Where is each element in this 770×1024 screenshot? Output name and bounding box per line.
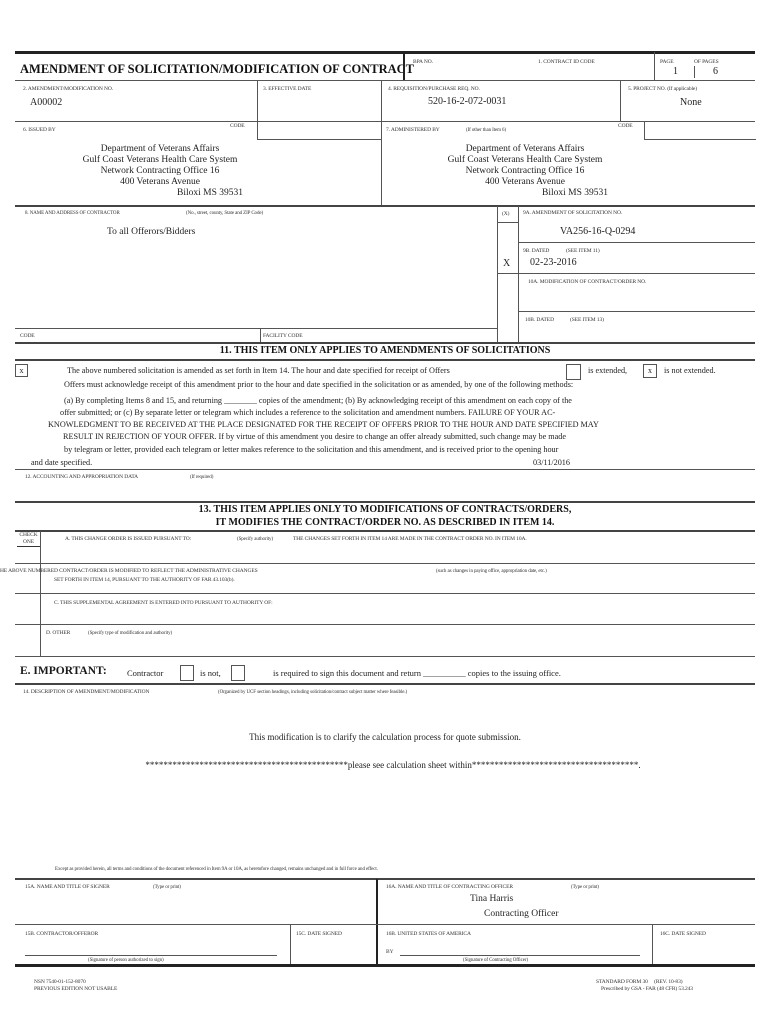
- item15b-sig-note: (Signature of person authorized to sign): [88, 958, 164, 963]
- item9b-label: 9B. DATED: [523, 248, 550, 254]
- contractor-name-value: To all Offerors/Bidders: [107, 227, 196, 237]
- item7-code-label: CODE: [618, 123, 633, 129]
- requisition-no-value: 520-16-2-072-0031: [428, 96, 507, 107]
- item13a-label: A. THIS CHANGE ORDER IS ISSUED PURSUANT TO:: [65, 536, 192, 542]
- contract-id-label: 1. CONTRACT ID CODE: [538, 59, 595, 65]
- top-border: [15, 51, 755, 54]
- of-pages-value: 6: [713, 66, 718, 77]
- administered-by-address: Department of Veterans Affairs Gulf Coast Veterans Health Care System Network Contracting Office 16 400 Veterans Avenue Biloxi MS 39531: [447, 144, 608, 198]
- item16b-sig-note: (Signature of Contracting Officer): [463, 958, 528, 963]
- issued-by-address: Department of Veterans Affairs Gulf Coast Veterans Health Care System Network Contracting Office 16 400 Veterans Avenue Biloxi MS 39531: [82, 144, 243, 198]
- project-no-value: None: [680, 97, 702, 108]
- divider: [620, 81, 621, 121]
- standard-form-text: STANDARD FORM 30 (REV. 10-83): [596, 979, 683, 985]
- previous-edition-text: PREVIOUS EDITION NOT USABLE: [34, 986, 118, 992]
- divider: [15, 878, 755, 880]
- item13c-label: C. THIS SUPPLEMENTAL AGREEMENT IS ENTERED INTO PURSUANT TO AUTHORITY OF:: [54, 600, 273, 606]
- item6-code-label: CODE: [230, 123, 245, 129]
- facility-code-label: FACILITY CODE: [263, 333, 303, 339]
- is-required-checkbox[interactable]: [231, 665, 245, 681]
- solicitation-no-value: VA256-16-Q-0294: [560, 226, 636, 237]
- divider: [497, 273, 518, 274]
- divider: [257, 81, 258, 121]
- item9a-label: 9A. AMENDMENT OF SOLICITATION NO.: [523, 210, 623, 216]
- footer-note: Except as provided herein, all terms and conditions of the document referenced in Item 9A or 10A, as heretofore changed, remains unchanged and in full force and effect.: [55, 867, 378, 872]
- item11-line3: (a) By completing Items 8 and 15, and returning ________ copies of the amendment; (b) By acknowledging receipt of this amendment on each copy of the: [64, 396, 572, 405]
- item13-heading-2: IT MODIFIES THE CONTRACT/ORDER NO. AS DESCRIBED IN ITEM 14.: [215, 517, 555, 528]
- contracting-officer-title: Contracting Officer: [484, 909, 559, 919]
- amendment-no-value: A00002: [30, 97, 63, 108]
- item16b-label: 16B. UNITED STATES OF AMERICA: [386, 931, 471, 937]
- item4-label: 4. REQUISITION/PURCHASE REQ. NO.: [388, 86, 480, 92]
- item11-line7: by telegram or letter, provided each telegram or letter makes reference to the solicitation and this amendment, and is received prior to the opening hour: [64, 445, 559, 454]
- item6-label: 6. ISSUED BY: [23, 127, 56, 133]
- page-value: 1: [673, 66, 678, 77]
- item12-note: (If required): [190, 474, 214, 480]
- item13b-line2: SET FORTH IN ITEM 14, PURSUANT TO THE AUTHORITY OF FAR 43.103(b).: [54, 577, 235, 583]
- item16a-label: 16A. NAME AND TITLE OF CONTRACTING OFFICER: [386, 884, 513, 890]
- item5-label: 5. PROJECT NO. (If applicable): [628, 86, 697, 92]
- item7-code-field[interactable]: [644, 121, 756, 140]
- item13a-rest: THE CHANGES SET FORTH IN ITEM 14 ARE MADE IN THE CONTRACT ORDER NO. IN ITEM 10A.: [293, 536, 527, 542]
- page-label: PAGE: [660, 59, 674, 65]
- divider: [15, 563, 755, 564]
- divider: [518, 273, 755, 274]
- is-extended-checkbox[interactable]: [566, 364, 581, 380]
- divider: [376, 879, 378, 964]
- divider: [518, 311, 755, 312]
- divider: [15, 359, 755, 361]
- divider: [260, 328, 261, 342]
- item6-code-field[interactable]: [257, 121, 382, 140]
- nsn-text: NSN 7540-01-152-8070: [34, 979, 86, 985]
- is-not-extended-checkbox[interactable]: x: [643, 364, 657, 378]
- item11-line5: KNOWLEDGMENT TO BE RECEIVED AT THE PLACE DESIGNATED FOR THE RECEIPT OF OFFERS PRIOR TO THE HOUR AND DATE SPECIFIED MAY: [48, 420, 599, 429]
- divider: [381, 121, 382, 205]
- item15a-note: (Type or print): [153, 884, 181, 890]
- item12-label: 12. ACCOUNTING AND APPROPRIATION DATA: [25, 474, 139, 480]
- item15b-label: 15B. CONTRACTOR/OFFEROR: [25, 931, 99, 937]
- divider: [518, 206, 519, 343]
- item13d-label: D. OTHER: [46, 630, 71, 636]
- divider: [15, 624, 755, 625]
- divider: [654, 52, 655, 80]
- divider: [403, 52, 405, 80]
- item8-note: (No., street, county, State and ZIP Code): [186, 211, 264, 216]
- divider: [15, 328, 497, 329]
- divider: [15, 80, 755, 81]
- item13b-line1: HE ABOVE NUMBERED CONTRACT/ORDER IS MODIFIED TO REFLECT THE ADMINISTRATIVE CHANGES: [0, 568, 258, 574]
- divider: [694, 66, 695, 78]
- item9b-note: (SEE ITEM 11): [566, 248, 600, 254]
- is-extended-label: is extended,: [588, 366, 628, 375]
- item13-heading-1: 13. THIS ITEM APPLIES ONLY TO MODIFICATIONS OF CONTRACTS/ORDERS,: [198, 504, 572, 515]
- description-line-2: *********************************************please see calculation sheet within*************************************.: [145, 760, 641, 770]
- item7-label: 7. ADMINISTERED BY: [386, 127, 440, 133]
- x-column-label: (X): [502, 211, 510, 217]
- contracting-officer-name: Tina Harris: [470, 894, 514, 904]
- divider: [15, 205, 755, 207]
- item13b-note: (such as changes in paying office, appropriation date, etc.): [436, 568, 547, 574]
- item13a-note: (Specify authority): [237, 536, 274, 542]
- bpa-label: BPA NO.: [413, 59, 433, 65]
- important-contractor: Contractor: [127, 668, 164, 678]
- item15c-label: 15C. DATE SIGNED: [296, 931, 342, 937]
- item10b-note: (SEE ITEM 13): [570, 317, 604, 323]
- item11-offer-date: 03/11/2016: [533, 458, 570, 467]
- divider: [290, 924, 291, 964]
- item11-line6: RESULT IN REJECTION OF YOUR OFFER. If by virtue of this amendment you desire to change an offer already submitted, such change may be made: [63, 432, 566, 441]
- divider: [15, 924, 755, 925]
- item16a-note: (Type or print): [571, 884, 599, 890]
- item16c-label: 16C. DATE SIGNED: [660, 931, 706, 937]
- item16b-by: BY: [386, 949, 394, 955]
- item11-line2: Offers must acknowledge receipt of this amendment prior to the hour and date specified in the solicitation or as amended, by one of the following methods:: [64, 380, 574, 389]
- important-rest: is required to sign this document and return __________ copies to the issuing office.: [273, 668, 561, 678]
- divider: [15, 469, 755, 470]
- item9-check-mark[interactable]: X: [503, 258, 511, 269]
- bottom-border: [15, 964, 755, 967]
- item13d-note: (Specify type of modification and authority): [88, 630, 173, 636]
- divider: [15, 593, 755, 594]
- important-label: E. IMPORTANT:: [20, 665, 107, 677]
- divider: [15, 683, 755, 685]
- divider: [497, 222, 518, 223]
- of-pages-label: OF PAGES: [694, 59, 719, 65]
- divider: [15, 656, 755, 657]
- item11-heading: 11. THIS ITEM ONLY APPLIES TO AMENDMENTS OF SOLICITATIONS: [219, 345, 551, 356]
- item11-line4: offer submitted; or (c) By separate letter or telegram which includes a reference to the solicitation and amendment numbers. FAILURE OF YOUR AC-: [60, 408, 556, 417]
- item10b-label: 10B. DATED: [525, 317, 554, 323]
- item7-note: (If other than Item 6): [466, 127, 507, 133]
- divider: [652, 924, 653, 964]
- item11-line8: and date specified.: [31, 458, 93, 467]
- divider: [15, 501, 755, 503]
- prescribed-by-text: Prescribed by GSA - FAR (48 CFR) 53.243: [601, 986, 693, 992]
- item9b-date-value: 02-23-2016: [530, 257, 577, 268]
- contractor-signature-line[interactable]: [25, 955, 277, 956]
- item14-label: 14. DESCRIPTION OF AMENDMENT/MODIFICATION: [23, 689, 150, 695]
- description-line-1: This modification is to clarify the calculation process for quote submission.: [249, 732, 521, 742]
- important-is-not: is not,: [200, 668, 221, 678]
- divider: [497, 206, 498, 343]
- item11-checkbox[interactable]: x: [15, 364, 28, 377]
- divider: [518, 242, 755, 243]
- item14-note: (Organized by UCF section headings, including solicitation/contract subject matter where feasible.): [218, 689, 408, 695]
- check-one-label: CHECK ONE: [17, 532, 40, 547]
- item3-label: 3. EFFECTIVE DATE: [263, 86, 312, 92]
- item8-label: 8. NAME AND ADDRESS OF CONTRACTOR: [25, 211, 120, 216]
- contracting-officer-signature-line[interactable]: [400, 955, 640, 956]
- item8-code-label: CODE: [20, 333, 35, 339]
- divider: [15, 530, 755, 532]
- form-title: AMENDMENT OF SOLICITATION/MODIFICATION OF CONTRACT: [20, 62, 415, 76]
- divider: [15, 342, 755, 344]
- is-not-extended-label: is not extended.: [664, 366, 716, 375]
- is-not-checkbox[interactable]: [180, 665, 194, 681]
- item11-line1: The above numbered solicitation is amended as set forth in Item 14. The hour and date specified for receipt of Offers: [67, 366, 450, 375]
- item2-label: 2. AMENDMENT/MODIFICATION NO.: [23, 86, 113, 92]
- item10a-label: 10A. MODIFICATION OF CONTRACT/ORDER NO.: [528, 279, 647, 285]
- item15a-label: 15A. NAME AND TITLE OF SIGNER: [25, 884, 110, 890]
